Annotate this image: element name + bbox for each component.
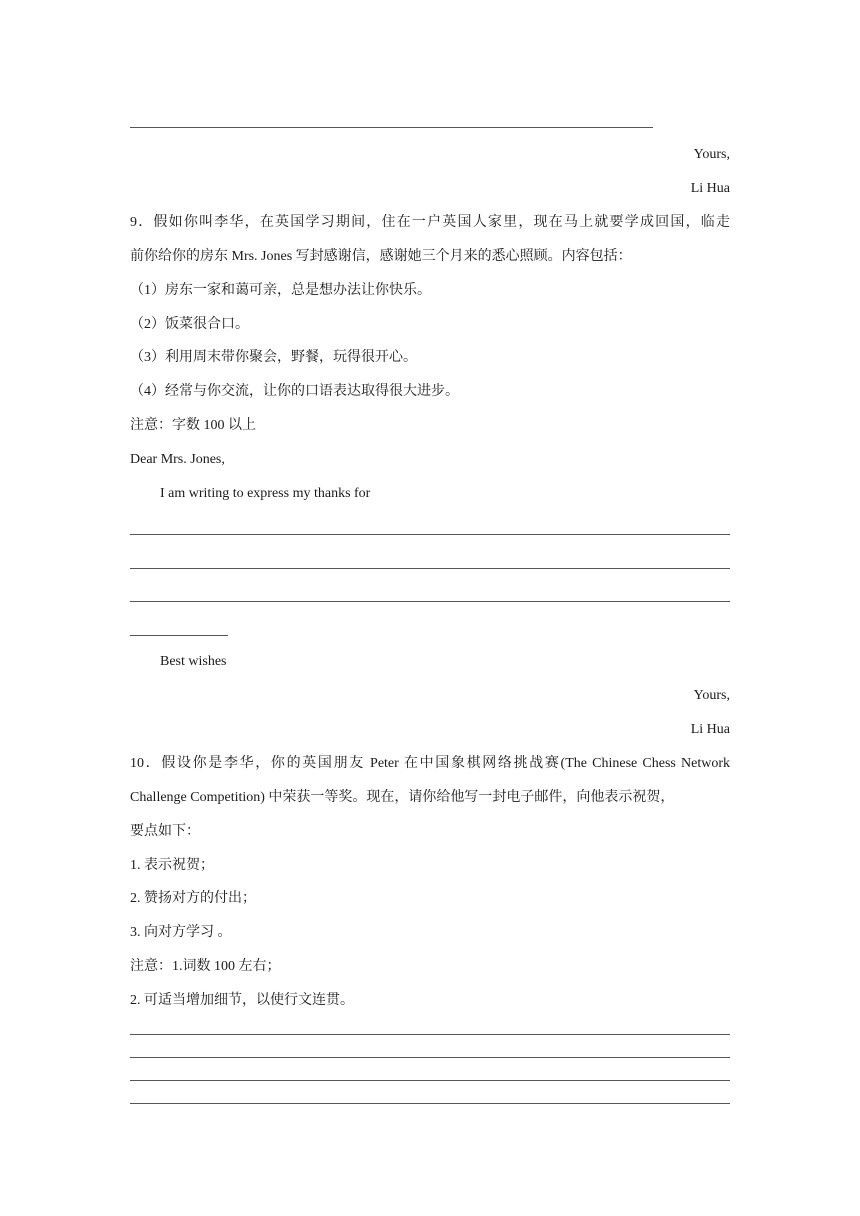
writing-line — [130, 568, 730, 569]
q10-prompt-line-1: 10．假设你是李华，你的英国朋友 Peter 在中国象棋网络挑战赛(The Chinese Chess Network — [130, 756, 730, 771]
q10-prompt-line-2: Challenge Competition) 中荣获一等奖。现在，请你给他写一封电子邮件，向他表示祝贺， — [130, 790, 675, 805]
q9-note: 注意：字数 100 以上 — [130, 418, 256, 433]
writing-line — [130, 1057, 730, 1058]
q10-point-2: 2. 赞扬对方的付出； — [130, 891, 256, 906]
document-page — [130, 0, 730, 1216]
q9-point-2: （2）饭菜很合口。 — [130, 317, 249, 332]
writing-line — [130, 1034, 730, 1035]
q9-closing-name: Li Hua — [690, 722, 730, 737]
q10-point-3: 3. 向对方学习 。 — [130, 925, 232, 940]
q9-opening-sentence: I am writing to express my thanks for — [160, 486, 371, 501]
closing-yours: Yours, — [693, 147, 730, 162]
q9-salutation: Dear Mrs. Jones, — [130, 452, 225, 467]
q9-best-wishes: Best wishes — [160, 654, 227, 669]
q10-note-1: 注意：1.词数 100 左右； — [130, 959, 281, 974]
q9-point-1: （1）房东一家和蔼可亲，总是想办法让你快乐。 — [130, 283, 431, 298]
q10-point-1: 1. 表示祝贺； — [130, 858, 214, 873]
q9-closing-yours: Yours, — [693, 688, 730, 703]
q9-prompt-line-2: 前你给你的房东 Mrs. Jones 写封感谢信，感谢她三个月来的悉心照顾。内容包括： — [130, 249, 632, 264]
writing-line — [130, 1103, 730, 1104]
q9-point-4: （4）经常与你交流，让你的口语表达取得很大进步。 — [130, 384, 459, 399]
closing-name: Li Hua — [690, 181, 730, 196]
q10-note-2: 2. 可适当增加细节，以使行文连贯。 — [130, 993, 354, 1008]
q9-prompt-line-1: 9．假如你叫李华，在英国学习期间，住在一户英国人家里，现在马上就要学成回国，临走 — [130, 215, 730, 230]
writing-line — [130, 534, 730, 535]
writing-line — [130, 601, 730, 602]
answer-line — [130, 127, 653, 128]
q9-point-3: （3）利用周末带你聚会，野餐，玩得很开心。 — [130, 350, 417, 365]
q10-prompt-line-3: 要点如下： — [130, 824, 200, 839]
writing-line — [130, 1080, 730, 1081]
writing-line — [130, 635, 228, 636]
